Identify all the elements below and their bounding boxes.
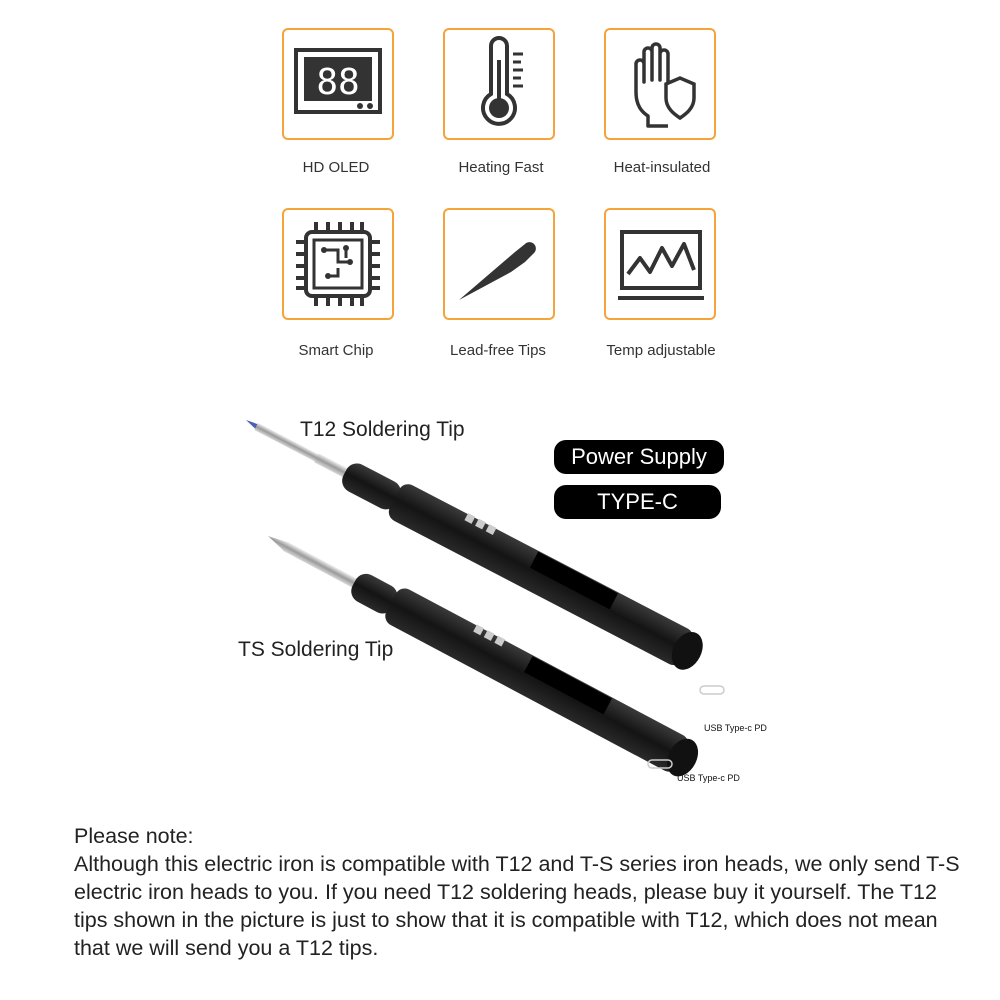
usb-port-label: USB Type-c PD	[677, 773, 740, 783]
feature-tile-lead-free-tips	[443, 208, 555, 320]
feature-label: HD OLED	[302, 159, 370, 176]
chip-icon	[284, 210, 392, 318]
feature-tile-heat-insulated	[604, 28, 716, 140]
feature-label: Heating Fast	[458, 159, 544, 176]
feature-tile-temp-adjustable	[604, 208, 716, 320]
feature-tile-hd-oled	[282, 28, 394, 140]
feature-tile-smart-chip	[282, 208, 394, 320]
ts-tip-label: TS Soldering Tip	[238, 638, 394, 661]
oled-display-icon	[284, 30, 392, 138]
type-c-badge: TYPE-C	[554, 485, 721, 519]
note-heading: Please note:	[74, 824, 194, 848]
feature-label: Smart Chip	[298, 342, 374, 359]
note-body: Although this electric iron is compatible with T12 and T-S series iron heads, we only send T-S electric iron heads to you. If you need T12 soldering heads, please buy it yourself. The T12 tips shown in the picture is just to show that it is compatible with T12, which does not mean that we will send you a T12 tips.	[74, 852, 960, 960]
svg-text:88: 88	[316, 62, 360, 103]
feature-label: Lead-free Tips	[450, 342, 546, 359]
feature-tile-heating-fast	[443, 28, 555, 140]
usb-port-label: USB Type-c PD	[704, 723, 767, 733]
power-supply-badge: Power Supply	[554, 440, 724, 474]
note-section	[74, 822, 974, 962]
temperature-graph-icon	[606, 210, 714, 318]
feature-label: Temp adjustable	[606, 342, 716, 359]
t12-tip-label: T12 Soldering Tip	[300, 418, 465, 441]
glove-shield-icon	[606, 30, 714, 138]
feature-label: Heat-insulated	[613, 159, 711, 176]
thermometer-icon	[445, 30, 553, 138]
soldering-tip-icon	[445, 210, 553, 318]
